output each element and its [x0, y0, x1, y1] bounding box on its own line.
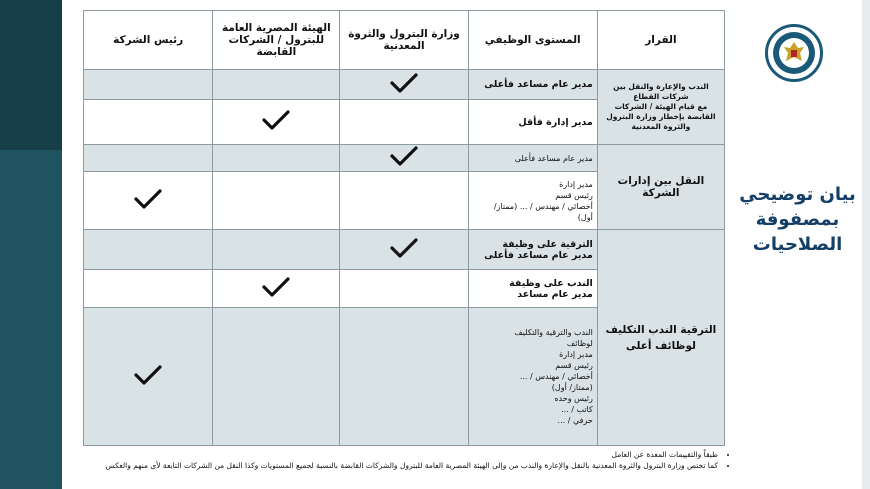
check-icon — [261, 276, 291, 298]
authority-matrix-table — [83, 10, 725, 446]
job-level-cell — [468, 172, 597, 230]
job-level-cell — [468, 70, 597, 100]
job-level-cell — [468, 270, 597, 308]
authority-cell-chairman — [84, 145, 213, 172]
authority-cell-chairman — [84, 70, 213, 100]
footnote-item: • طبقاً والتقييمات المعدة عن العامل — [88, 449, 718, 460]
check-icon — [389, 145, 419, 167]
authority-cell-egpc — [213, 172, 340, 230]
job-level-text: رئيس وحده — [554, 394, 593, 403]
job-level-text: أول) — [577, 212, 593, 222]
job-level-text: مدير إدارة — [559, 350, 593, 359]
authority-cell-ministry — [340, 145, 468, 172]
authority-cell-ministry — [340, 230, 468, 270]
decision-text: الندب والإعارة والنقل بين شركات القطاع — [613, 82, 709, 101]
job-level-cell — [468, 230, 597, 270]
job-level-text: رئيس قسم — [555, 190, 593, 200]
job-level-cell — [468, 308, 597, 446]
authority-cell-egpc — [213, 308, 340, 446]
job-level-cell — [468, 145, 597, 172]
authority-cell-egpc — [213, 70, 340, 100]
job-level-text: رئيس قسم — [555, 361, 593, 370]
slide-title — [735, 182, 860, 257]
job-level-text: لوظائف — [566, 339, 593, 348]
slide-title-line: بيان توضيحي — [739, 184, 856, 205]
authority-cell-ministry — [340, 100, 468, 145]
footnote-item: • كما تختص وزارة البترول والثروة المعدنية بالنقل والإعارة والندب من وإلى الهيئة المصرية العامة للبترول والشركات القابضة بالنسبة لجميع المستويات وكذا النقل من الشركات التابعة لأى منهم والعكس — [88, 460, 718, 471]
job-level-text: (ممتاز/ أول) — [551, 383, 593, 392]
job-level-text: أخصائي / مهندس / ... — [519, 372, 593, 381]
job-level-text: مدير عام مساعد — [517, 288, 593, 300]
job-level-text: مدير إدارة — [559, 179, 593, 189]
authority-cell-ministry — [340, 172, 468, 230]
authority-cell-ministry — [340, 70, 468, 100]
job-level-text: الندب والترقية والتكليف — [514, 328, 593, 337]
check-icon — [389, 72, 419, 94]
right-decor-band — [862, 0, 870, 489]
job-level-text: مدير عام مساعد فأعلى — [514, 153, 593, 163]
check-icon — [133, 188, 163, 210]
header-decision: القرار — [597, 11, 724, 70]
job-level-text: الترقية على وظيفة — [502, 238, 593, 250]
authority-cell-egpc — [213, 270, 340, 308]
eagle-emblem-icon — [771, 30, 817, 76]
decision-text: النقل بين إدارات الشركة — [617, 175, 705, 199]
job-level-cell — [468, 100, 597, 145]
check-icon — [133, 364, 163, 386]
authority-cell-chairman — [84, 172, 213, 230]
job-level-text: مدير إدارة فأقل — [518, 116, 593, 128]
header-job-level: المستوى الوظيفي — [468, 11, 597, 70]
header-chairman: رئيس الشركة — [84, 11, 213, 70]
authority-cell-egpc — [213, 100, 340, 145]
decision-text: الترقية الندب التكليف — [605, 323, 717, 336]
authority-cell-chairman — [84, 270, 213, 308]
ministry-logo — [765, 24, 823, 82]
decision-cell — [597, 70, 724, 145]
job-level-text: مدير عام مساعد فأعلى — [484, 249, 593, 261]
job-level-text: أخصائي / مهندس / ... (ممتاز/ — [493, 201, 593, 211]
job-level-text: مدير عام مساعد فأعلى — [484, 79, 593, 90]
authority-cell-chairman — [84, 308, 213, 446]
authority-cell-chairman — [84, 230, 213, 270]
decision-text: مع قيام الهيئة / الشركات القابضة بإخطار وزارة البترول والثروة المعدنية — [606, 102, 716, 131]
header-ministry: وزارة البترول والثروة المعدنية — [340, 11, 468, 70]
table-row — [84, 70, 725, 100]
authority-cell-egpc — [213, 230, 340, 270]
slide-title-line: بمصفوفة — [755, 209, 840, 230]
check-icon — [261, 109, 291, 131]
header-egpc: الهيئة المصرية العامة للبترول / الشركات القابضة — [213, 11, 340, 70]
decision-text: لوظائف أعلى — [625, 339, 696, 352]
job-level-text: كاتب / ... — [561, 405, 593, 414]
table-header-row — [84, 11, 725, 70]
slide-title-line: الصلاحيات — [752, 234, 843, 255]
left-decor-band — [0, 0, 62, 489]
job-level-text: حرفي / ... — [557, 416, 593, 425]
decision-cell — [597, 230, 724, 446]
authority-cell-ministry — [340, 270, 468, 308]
check-icon — [389, 237, 419, 259]
footnotes — [88, 449, 728, 471]
table-row — [84, 145, 725, 172]
table-row — [84, 230, 725, 270]
authority-cell-ministry — [340, 308, 468, 446]
decision-cell — [597, 145, 724, 230]
left-decor-shape — [0, 150, 62, 489]
authority-cell-chairman — [84, 100, 213, 145]
job-level-text: الندب على وظيفة — [509, 277, 593, 289]
authority-cell-egpc — [213, 145, 340, 172]
